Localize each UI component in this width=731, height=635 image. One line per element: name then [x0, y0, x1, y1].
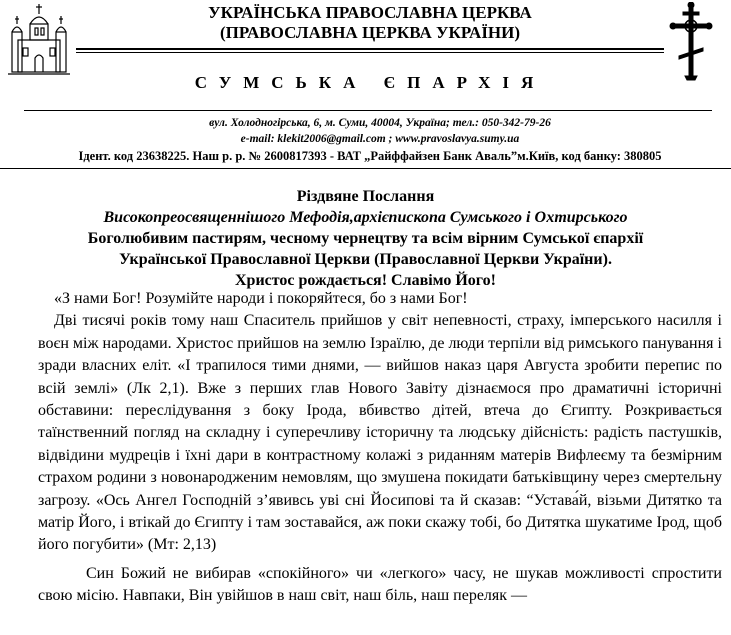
paragraph: Син Божий не вибирав «спокійного» чи «легкого» часу, не шукав можливості спростити свою місію. Навпаки, Він увійшов в наш світ, наш біль, наш переляк —	[38, 564, 722, 605]
paragraph: «З нами Бог! Розумійте народи і покоряйтеся, бо з нами Бог!	[54, 290, 468, 307]
letter-body	[38, 288, 722, 608]
bank-details: Ідент. код 23638225. Наш р. р. № 2600817393 - ВАТ „Райффайзен Банк Аваль”м.Київ, код банку: 380805	[78, 149, 662, 163]
christmas-greeting: Христос рождається! Славімо Його!	[235, 272, 496, 289]
orthodox-cross-icon	[669, 2, 713, 82]
letterhead	[0, 0, 731, 172]
letter-title: Різдвяне Послання	[296, 188, 435, 205]
divider	[24, 110, 712, 111]
org-name-line2: (ПРАВОСЛАВНА ЦЕРКВА УКРАЇНИ)	[219, 23, 521, 42]
addressee-line1: Боголюбивим пастирям, чесному чернецтву та всім вірним Сумської єпархії	[87, 230, 644, 247]
divider	[0, 168, 731, 169]
paragraph: Дві тисячі років тому наш Спаситель прийшов у світ непевності, страху, імперського насилля і воєн між народами. Христос прийшов на землю Ізраїлю, де люди терпіли від римського панування і зради власних еліт. «І трапилося тими днями, — вийшов наказ царя Августа зробити перепис по всій землі» (Лк 2,1). Вже з перших глав Нового Завіту дізнаємося про драматичні історичні обставини: переслідування з боку Ірода, вбивство дітей, втеча до Єгипту. Розкривається таїнственний погляд на складну і суперечливу історичну та людську дійсність: радість пастушків, відвідини мудреців і їхні дари в контрастному колажі з риданням матерів Вифлеєму та безмірним страхом родини з новонародженим немовлям, що змушена покидати батьківщину через смертельну загрозу. «Ось Ангел Господній з’явивсь уві сні Йосипові та й сказав: “Устава́й, візьми Дитятко та матір Його, і втікай до Єгипту і там зоставайся, аж поки скажу тобі, бо Дитятка шукатиме Ірод, щоб його погубити» (Мт: 2,13)	[38, 312, 722, 554]
org-name-line1: УКРАЇНСЬКА ПРАВОСЛАВНА ЦЕРКВА	[208, 3, 532, 22]
divider	[76, 48, 664, 50]
letter-author: Високопреосвященнішого Мефодія,архієпископа Сумського і Охтирського	[103, 209, 628, 226]
eparchy-name: СУМСЬКА ЄПАРХІЯ	[194, 73, 546, 92]
email-website: e-mail: klekit2006@gmail.com ; www.pravoslavya.sumy.ua	[240, 133, 520, 145]
addressee-line2: Української Православної Церкви (Православної Церкви України).	[119, 251, 612, 268]
postal-address: вул. Холодногірська, 6, м. Суми, 40004, Україна; тел.: 050-342-79-26	[209, 117, 551, 129]
cathedral-icon	[8, 2, 70, 76]
divider	[76, 52, 664, 53]
